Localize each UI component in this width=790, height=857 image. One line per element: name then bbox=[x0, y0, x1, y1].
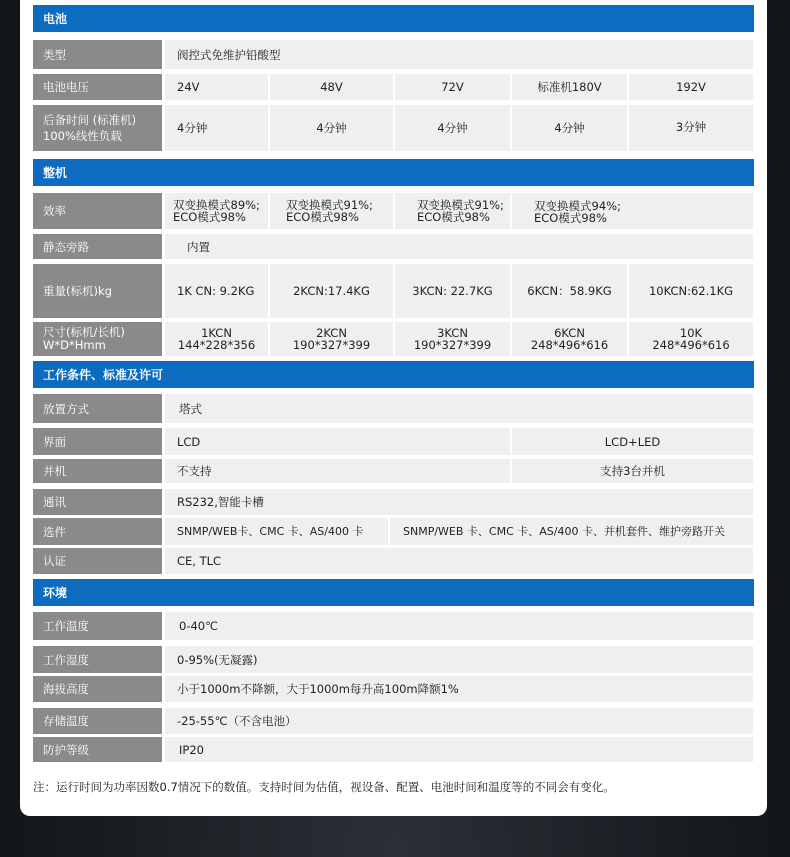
options-value-b: SNMP/WEB 卡、CMC 卡、AS/400 卡、并机套件、维护旁路开关 bbox=[390, 518, 753, 545]
storage-temperature-value: -25-55℃（不含电池） bbox=[165, 708, 753, 734]
voltage-cell: 24V bbox=[165, 74, 268, 100]
row-label-dimensions: 尺寸(标机/长机) W*D*Hmm bbox=[33, 322, 162, 356]
weight-cell: 2KCN:17.4KG bbox=[270, 264, 393, 318]
row-label-efficiency: 效率 bbox=[33, 193, 162, 229]
row-label-operating-temperature: 工作温度 bbox=[33, 612, 162, 640]
row-label-placement: 放置方式 bbox=[33, 394, 162, 423]
placement-value: 塔式 bbox=[165, 394, 753, 423]
section-header-conditions: 工作条件、标准及许可 bbox=[33, 361, 754, 388]
section-header-battery: 电池 bbox=[33, 5, 754, 32]
row-label-protection-rating: 防护等级 bbox=[33, 737, 162, 762]
type-value: 阀控式免维护铅酸型 bbox=[165, 40, 753, 69]
weight-cell: 1K CN: 9.2KG bbox=[165, 264, 268, 318]
operating-humidity-value: 0-95%(无凝露) bbox=[165, 646, 753, 673]
row-label-options: 选件 bbox=[33, 518, 162, 545]
certification-value: CE, TLC bbox=[165, 548, 753, 574]
options-value-a: SNMP/WEB卡、CMC 卡、AS/400 卡 bbox=[165, 518, 388, 545]
dimension-cell: 10K 248*496*616 bbox=[629, 322, 753, 356]
dimension-cell: 1KCN 144*228*356 bbox=[165, 322, 268, 356]
row-label-storage-temperature: 存储温度 bbox=[33, 708, 162, 734]
backup-cell: 4分钟 bbox=[395, 105, 510, 151]
row-label-altitude: 海拔高度 bbox=[33, 676, 162, 702]
operating-temperature-value: 0-40℃ bbox=[165, 612, 753, 640]
footnote: 注：运行时间为功率因数0.7情况下的数值。支持时间为估值，视设备、配置、电池时间和温度等的不同会有变化。 bbox=[33, 780, 615, 794]
altitude-value: 小于1000m不降额，大于1000m每升高100m降额1% bbox=[165, 676, 753, 702]
efficiency-cell: 双变换模式94%; ECO模式98% bbox=[512, 193, 753, 229]
row-label-interface: 界面 bbox=[33, 428, 162, 455]
efficiency-cell: 双变换模式89%; ECO模式98% bbox=[165, 193, 268, 229]
backup-cell: 4分钟 bbox=[512, 105, 627, 151]
voltage-cell: 48V bbox=[270, 74, 393, 100]
efficiency-cell: 双变换模式91%; ECO模式98% bbox=[395, 193, 510, 229]
voltage-cell: 192V bbox=[629, 74, 753, 100]
parallel-value-b: 支持3台并机 bbox=[512, 459, 753, 483]
row-label-weight: 重量(标机)kg bbox=[33, 264, 162, 318]
backup-cell: 4分钟 bbox=[165, 105, 268, 151]
weight-cell: 10KCN:62.1KG bbox=[629, 264, 753, 318]
section-header-environment: 环境 bbox=[33, 579, 754, 606]
weight-cell: 6KCN：58.9KG bbox=[512, 264, 627, 318]
row-label-parallel: 并机 bbox=[33, 459, 162, 483]
interface-value-b: LCD+LED bbox=[512, 428, 753, 455]
parallel-value-a: 不支持 bbox=[165, 459, 510, 483]
bypass-value: 内置 bbox=[165, 234, 753, 259]
communication-value: RS232,智能卡槽 bbox=[165, 489, 753, 515]
interface-value-a: LCD bbox=[165, 428, 510, 455]
row-label-communication: 通讯 bbox=[33, 489, 162, 515]
row-label-static-bypass: 静态旁路 bbox=[33, 234, 162, 259]
dimension-cell: 3KCN 190*327*399 bbox=[395, 322, 510, 356]
dimension-cell: 6KCN 248*496*616 bbox=[512, 322, 627, 356]
voltage-cell: 标准机180V bbox=[512, 74, 627, 100]
row-label-operating-humidity: 工作湿度 bbox=[33, 646, 162, 673]
row-label-battery-voltage: 电池电压 bbox=[33, 74, 162, 100]
row-label-type: 类型 bbox=[33, 40, 162, 69]
efficiency-cell: 双变换模式91%; ECO模式98% bbox=[270, 193, 393, 229]
row-label-backup-time: 后备时间 (标准机) 100%线性负载 bbox=[33, 105, 162, 151]
backup-cell: 3分钟 bbox=[629, 105, 753, 151]
backup-cell: 4分钟 bbox=[270, 105, 393, 151]
weight-cell: 3KCN: 22.7KG bbox=[395, 264, 510, 318]
dimension-cell: 2KCN 190*327*399 bbox=[270, 322, 393, 356]
voltage-cell: 72V bbox=[395, 74, 510, 100]
section-header-machine: 整机 bbox=[33, 159, 754, 186]
row-label-certification: 认证 bbox=[33, 548, 162, 574]
protection-rating-value: IP20 bbox=[165, 737, 753, 762]
